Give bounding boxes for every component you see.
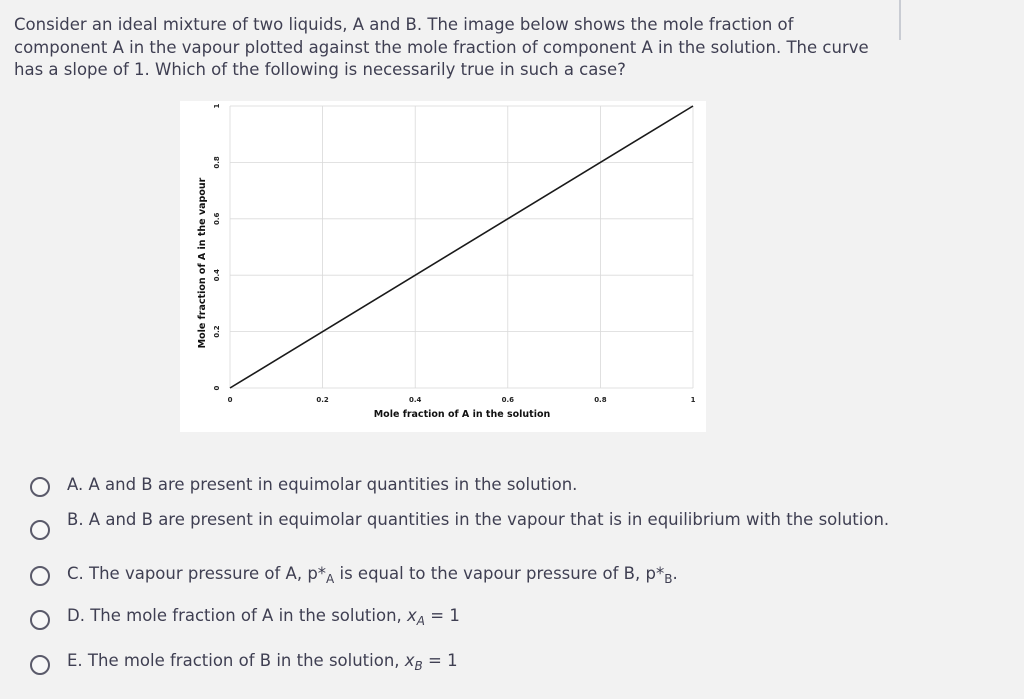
x-tick-label: 0.6 (501, 396, 515, 404)
option-c-text-3: . (672, 564, 678, 583)
y-tick-label: 1 (213, 103, 221, 109)
series-line (230, 106, 693, 388)
option-e-var: x (404, 651, 415, 670)
x-tick-labels (228, 396, 696, 404)
question-text: Consider an ideal mixture of two liquids, A and B. The image below shows the mole fraction of component A in the vapour plotted against the mole fraction of component A in the solution. The curve has a slope of 1. Which of the following is necessarily true in such a case? (14, 15, 869, 79)
option-e-text: E. The mole fraction of B in the solution, (67, 651, 405, 670)
option-d[interactable] (30, 605, 460, 632)
x-tick-label: 0 (227, 396, 233, 404)
option-c-text-2: is equal to the vapour pressure of B, p* (334, 564, 665, 583)
line-chart (180, 101, 706, 432)
option-d-radio[interactable] (30, 610, 50, 630)
option-e-end: = 1 (422, 651, 458, 670)
option-c-sub-b: B (664, 572, 673, 586)
option-a-radio[interactable] (30, 477, 50, 497)
y-axis-title: Mole fraction of A in the vapour (197, 177, 208, 349)
option-e-label (67, 650, 458, 677)
y-tick-label: 0 (213, 385, 221, 391)
option-b[interactable] (30, 509, 889, 531)
option-c[interactable] (30, 563, 678, 590)
option-c-label (67, 563, 678, 590)
y-tick-labels (213, 103, 221, 390)
option-d-text: D. The mole fraction of A in the solution, (67, 606, 408, 625)
answer-options (30, 474, 890, 673)
option-b-label: B. A and B are present in equimolar quantities in the vapour that is in equilibrium with the solution. (67, 510, 890, 529)
y-tick-label: 0.6 (213, 212, 221, 226)
option-e[interactable] (30, 650, 458, 677)
option-b-radio[interactable] (30, 520, 50, 540)
option-d-label (67, 605, 460, 632)
x-tick-label: 0.2 (316, 396, 329, 404)
x-tick-label: 0.4 (408, 396, 422, 404)
option-c-radio[interactable] (30, 566, 50, 586)
option-e-radio[interactable] (30, 655, 50, 675)
option-d-var: x (407, 606, 417, 625)
option-c-sub-a: A (326, 572, 335, 586)
x-tick-label: 1 (690, 396, 696, 404)
option-a[interactable] (30, 474, 890, 496)
option-c-text-1: C. The vapour pressure of A, p* (67, 564, 327, 583)
y-tick-label: 0.4 (213, 268, 221, 282)
option-e-sub: B (414, 659, 423, 673)
vertical-divider (899, 0, 901, 40)
option-d-sub: A (416, 614, 426, 628)
y-tick-label: 0.2 (213, 325, 221, 338)
x-tick-label: 0.8 (594, 396, 607, 404)
option-d-end: = 1 (425, 606, 460, 625)
series-layer (230, 106, 693, 388)
chart-container (180, 101, 706, 432)
y-tick-label: 0.8 (213, 156, 221, 169)
option-a-label: A. A and B are present in equimolar quantities in the solution. (67, 475, 578, 494)
x-axis-title: Mole fraction of A in the solution (373, 409, 551, 420)
